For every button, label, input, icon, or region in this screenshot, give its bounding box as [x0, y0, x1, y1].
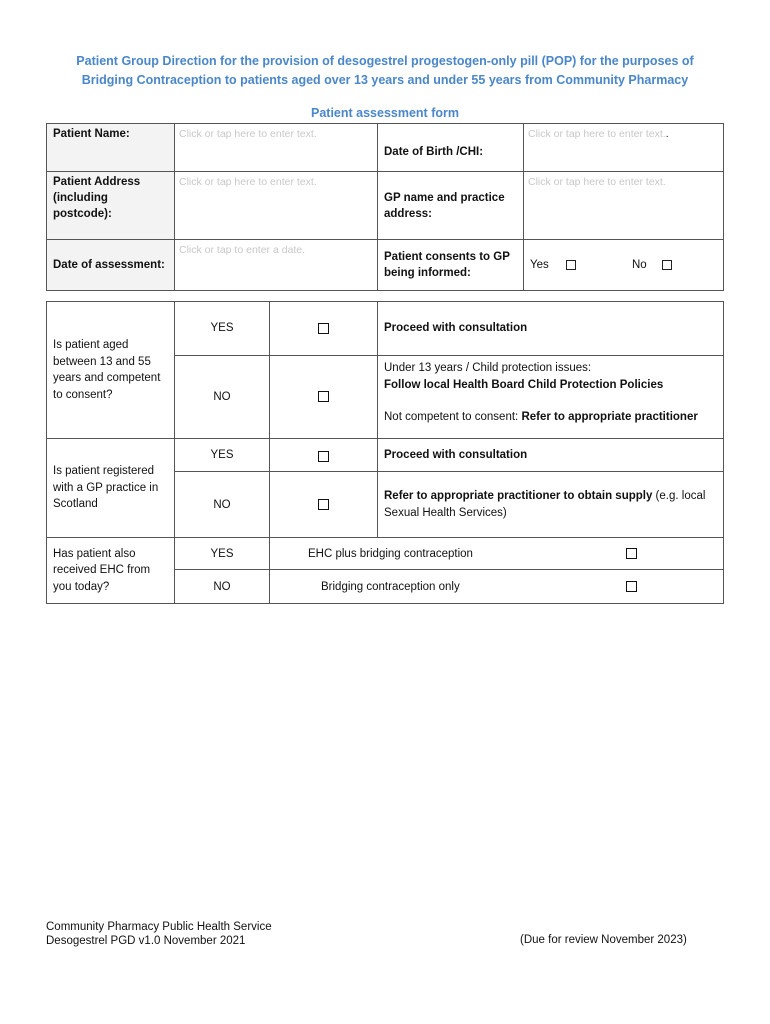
q2-question: Is patient registered with a GP practice in Scotland — [47, 439, 175, 538]
q1-no-action-line1: Under 13 years / Child protection issues: — [384, 362, 592, 374]
q1-yes-checkbox-cell — [270, 302, 378, 356]
dob-field[interactable] — [524, 124, 724, 172]
consent-yes-checkbox[interactable] — [566, 260, 576, 270]
q2-no-label: NO — [175, 472, 270, 538]
q3-no-action: Bridging contraception only — [321, 580, 460, 593]
q1-no-checkbox[interactable] — [318, 391, 329, 402]
q3-no-label: NO — [175, 570, 270, 604]
q1-no-action-line3: Not competent to consent: — [384, 411, 522, 423]
consent-options — [524, 240, 724, 291]
q2-yes-action: Proceed with consultation — [378, 439, 724, 472]
dob-trailing-period: . — [665, 128, 669, 140]
dob-label: Date of Birth /CHI: — [378, 124, 524, 172]
gp-placeholder: Click or tap here to enter text. — [528, 176, 666, 188]
q1-no-label: NO — [175, 356, 270, 439]
patient-details-table — [46, 123, 724, 291]
q2-yes-checkbox-cell — [270, 439, 378, 472]
consent-yes-label: Yes — [530, 259, 549, 271]
assessment-date-placeholder: Click or tap to enter a date. — [179, 244, 306, 256]
patient-address-field[interactable] — [175, 172, 378, 240]
q2-no-action-plain: (e.g. local Sexual Health Services) — [384, 490, 706, 519]
assessment-date-label: Date of assessment: — [47, 240, 175, 291]
q2-yes-label: YES — [175, 439, 270, 472]
q1-no-action-line4: Refer to appropriate practitioner — [521, 411, 698, 423]
q3-no-row — [270, 570, 724, 604]
q3-no-checkbox[interactable] — [626, 581, 637, 592]
footer-review-date: (Due for review November 2023) — [520, 934, 687, 946]
form-subtitle: Patient assessment form — [311, 106, 459, 120]
patient-name-label: Patient Name: — [47, 124, 175, 172]
q2-no-action-bold: Refer to appropriate practitioner to obtain supply — [384, 490, 653, 502]
q1-question: Is patient aged between 13 and 55 years and competent to consent? — [47, 302, 175, 439]
q2-no-action — [378, 472, 724, 538]
q2-no-checkbox[interactable] — [318, 499, 329, 510]
title-line-2: Bridging Contraception to patients aged over 13 years and under 55 years from Community Pharmacy — [81, 73, 689, 87]
dob-placeholder: Click or tap here to enter text. — [528, 128, 666, 140]
q1-no-action-line2: Follow local Health Board Child Protection Policies — [384, 378, 664, 391]
patient-address-placeholder: Click or tap here to enter text. — [179, 176, 317, 188]
gp-field[interactable] — [524, 172, 724, 240]
gp-label: GP name and practice address: — [378, 172, 524, 240]
q3-question: Has patient also received EHC from you today? — [47, 538, 175, 604]
patient-name-placeholder: Click or tap here to enter text. — [179, 128, 317, 140]
title-line-1: Patient Group Direction for the provision of desogestrel progestogen-only pill (POP) for the purposes of — [76, 54, 694, 68]
q3-yes-checkbox[interactable] — [626, 548, 637, 559]
footer — [46, 920, 272, 948]
q1-yes-checkbox[interactable] — [318, 323, 329, 334]
q3-yes-row — [270, 538, 724, 570]
consent-no-checkbox[interactable] — [662, 260, 672, 270]
document-title — [40, 52, 730, 90]
q1-yes-label: YES — [175, 302, 270, 356]
q1-no-action — [378, 356, 724, 439]
consent-label: Patient consents to GP being informed: — [378, 240, 524, 291]
q1-yes-action: Proceed with consultation — [378, 302, 724, 356]
consent-no-label: No — [632, 259, 647, 271]
q3-yes-action: EHC plus bridging contraception — [308, 547, 473, 560]
assessment-date-field[interactable] — [175, 240, 378, 291]
assessment-table — [46, 301, 724, 604]
patient-name-field[interactable] — [175, 124, 378, 172]
q1-no-checkbox-cell — [270, 356, 378, 439]
q2-no-checkbox-cell — [270, 472, 378, 538]
footer-line-2: Desogestrel PGD v1.0 November 2021 — [46, 935, 246, 947]
q3-yes-label: YES — [175, 538, 270, 570]
q2-yes-checkbox[interactable] — [318, 451, 329, 462]
footer-line-1: Community Pharmacy Public Health Service — [46, 921, 272, 933]
patient-address-label: Patient Address (including postcode): — [47, 172, 175, 240]
